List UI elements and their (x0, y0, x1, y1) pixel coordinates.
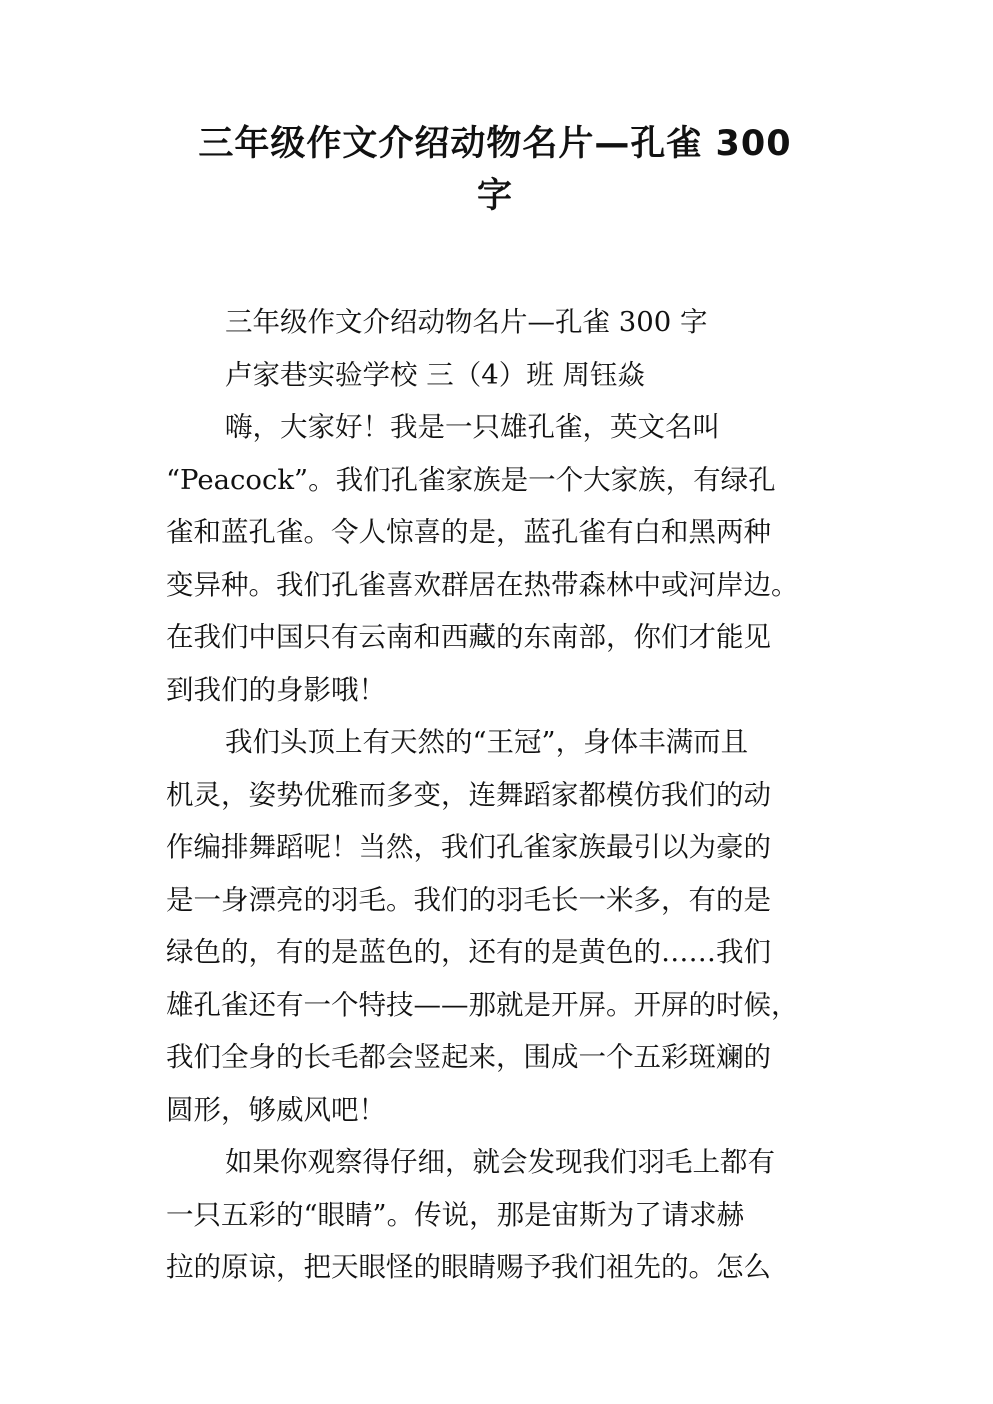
text-line: “Peacock”。我们孔雀家族是一个大家族，有绿孔 (166, 463, 776, 496)
text-line: 卢家巷实验学校 三（4）班 周钰焱 (225, 358, 645, 391)
page-title (150, 118, 840, 222)
text-line: 如果你观察得仔细，就会发现我们羽毛上都有 (225, 1146, 775, 1178)
text-line: 雄孔雀还有一个特技——那就是开屏。开屏的时候， (166, 988, 799, 1021)
text-line: 是一身漂亮的羽毛。我们的羽毛长一米多，有的是 (166, 883, 771, 916)
page-title-line-1: 三年级作文介绍动物名片—孔雀 300 (198, 124, 792, 164)
text-line: 三年级作文介绍动物名片—孔雀 300 字 (225, 306, 708, 338)
text-line: 作编排舞蹈呢！当然，我们孔雀家族最引以为豪的 (166, 831, 771, 863)
text-line: 到我们的身影哦！ (166, 673, 386, 706)
text-line: 绿色的，有的是蓝色的，还有的是黄色的……我们 (166, 936, 771, 968)
text-line: 一只五彩的“眼睛”。传说，那是宙斯为了请求赫 (166, 1198, 745, 1231)
text-line: 嗨，大家好！我是一只雄孔雀，英文名叫 (225, 411, 720, 443)
text-line: 我们头顶上有天然的“王冠”，身体丰满而且 (225, 726, 749, 758)
text-line: 在我们中国只有云南和西藏的东南部，你们才能见 (166, 621, 771, 653)
text-line: 拉的原谅，把天眼怪的眼睛赐予我们祖先的。怎么 (166, 1251, 771, 1283)
page-title-line-2: 字 (476, 176, 513, 216)
text-line: 机灵，姿势优雅而多变，连舞蹈家都模仿我们的动 (166, 778, 771, 811)
text-line: 雀和蓝孔雀。令人惊喜的是，蓝孔雀有白和黑两种 (166, 516, 771, 548)
text-line: 我们全身的长毛都会竖起来，围成一个五彩斑斓的 (166, 1041, 771, 1073)
article-body (166, 296, 856, 1294)
text-line: 圆形，够威风吧！ (166, 1093, 386, 1126)
text-line: 变异种。我们孔雀喜欢群居在热带森林中或河岸边。 (166, 568, 799, 601)
